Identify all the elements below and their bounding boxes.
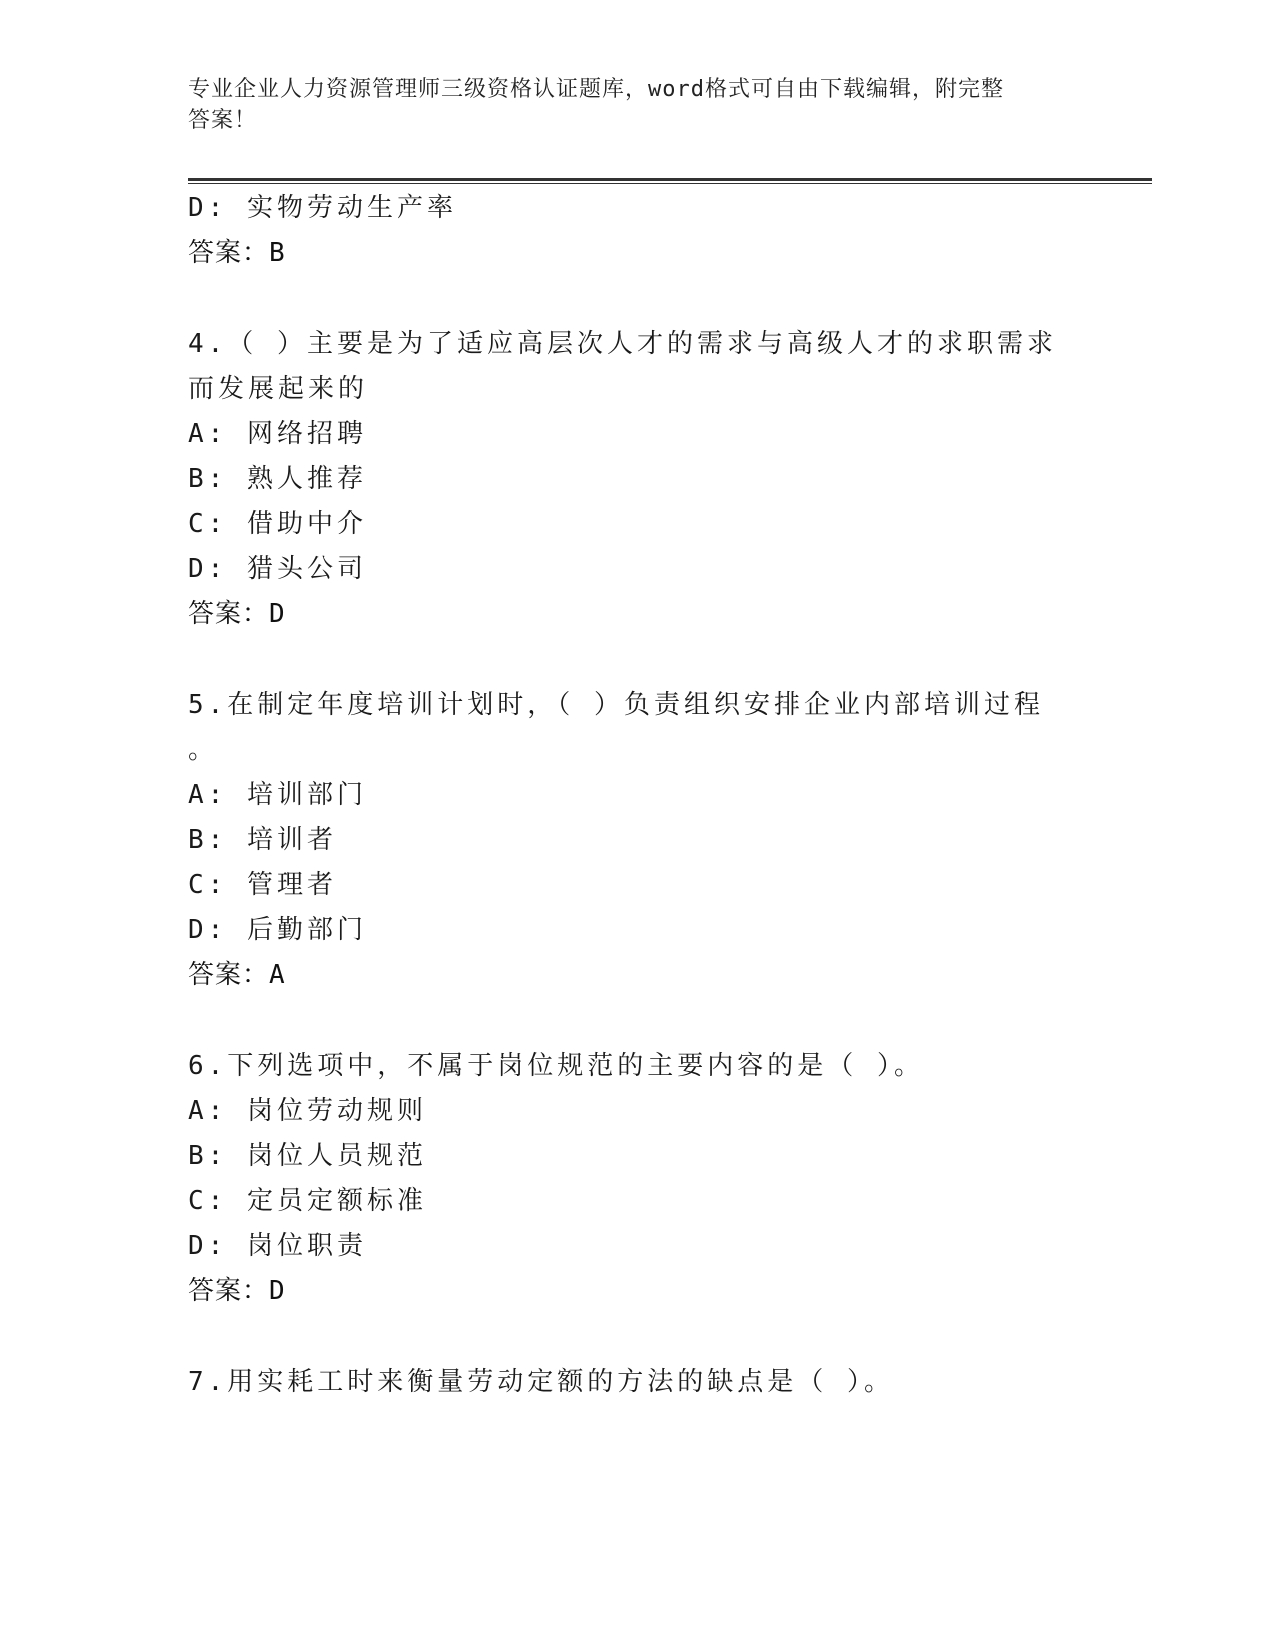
- q6-option-c: C: 定员定额标准: [188, 1186, 427, 1216]
- q5-option-a: A: 培训部门: [188, 780, 367, 810]
- header-rule-thick: [188, 178, 1152, 181]
- q3-answer: 答案：B: [188, 238, 286, 268]
- document-header: [188, 74, 1078, 136]
- q7-stem: 7.用实耗工时来衡量劳动定额的方法的缺点是（ ）。: [188, 1367, 894, 1397]
- q3-option-d: D: 实物劳动生产率: [188, 193, 457, 223]
- q5-answer: 答案：A: [188, 960, 286, 990]
- header-line-1: 专业企业人力资源管理师三级资格认证题库，word格式可自由下载编辑，附完整: [188, 77, 1004, 102]
- q4-option-b: B: 熟人推荐: [188, 464, 367, 494]
- q6-stem: 6.下列选项中，不属于岗位规范的主要内容的是（ ）。: [188, 1051, 924, 1081]
- q4-option-a: A: 网络招聘: [188, 419, 367, 449]
- q4-stem-line-1: 4.（ ）主要是为了适应高层次人才的需求与高级人才的求职需求: [188, 329, 1057, 359]
- q4-option-d: D: 猎头公司: [188, 554, 367, 584]
- q5-stem-line-1: 5.在制定年度培训计划时，（ ）负责组织安排企业内部培训过程: [188, 690, 1044, 720]
- q5-option-c: C: 管理者: [188, 870, 337, 900]
- header-rule-thin: [188, 183, 1152, 184]
- q5-stem-line-2: 。: [188, 735, 219, 765]
- q6-option-a: A: 岗位劳动规则: [188, 1096, 427, 1126]
- q5-option-b: B: 培训者: [188, 825, 337, 855]
- header-line-2: 答案！: [188, 108, 258, 133]
- q4-stem-line-2: 而发展起来的: [188, 374, 369, 404]
- q4-option-c: C: 借助中介: [188, 509, 367, 539]
- q5-option-d: D: 后勤部门: [188, 915, 367, 945]
- q6-answer: 答案：D: [188, 1276, 286, 1306]
- q6-option-b: B: 岗位人员规范: [188, 1141, 427, 1171]
- q6-option-d: D: 岗位职责: [188, 1231, 367, 1261]
- q4-answer: 答案：D: [188, 599, 286, 629]
